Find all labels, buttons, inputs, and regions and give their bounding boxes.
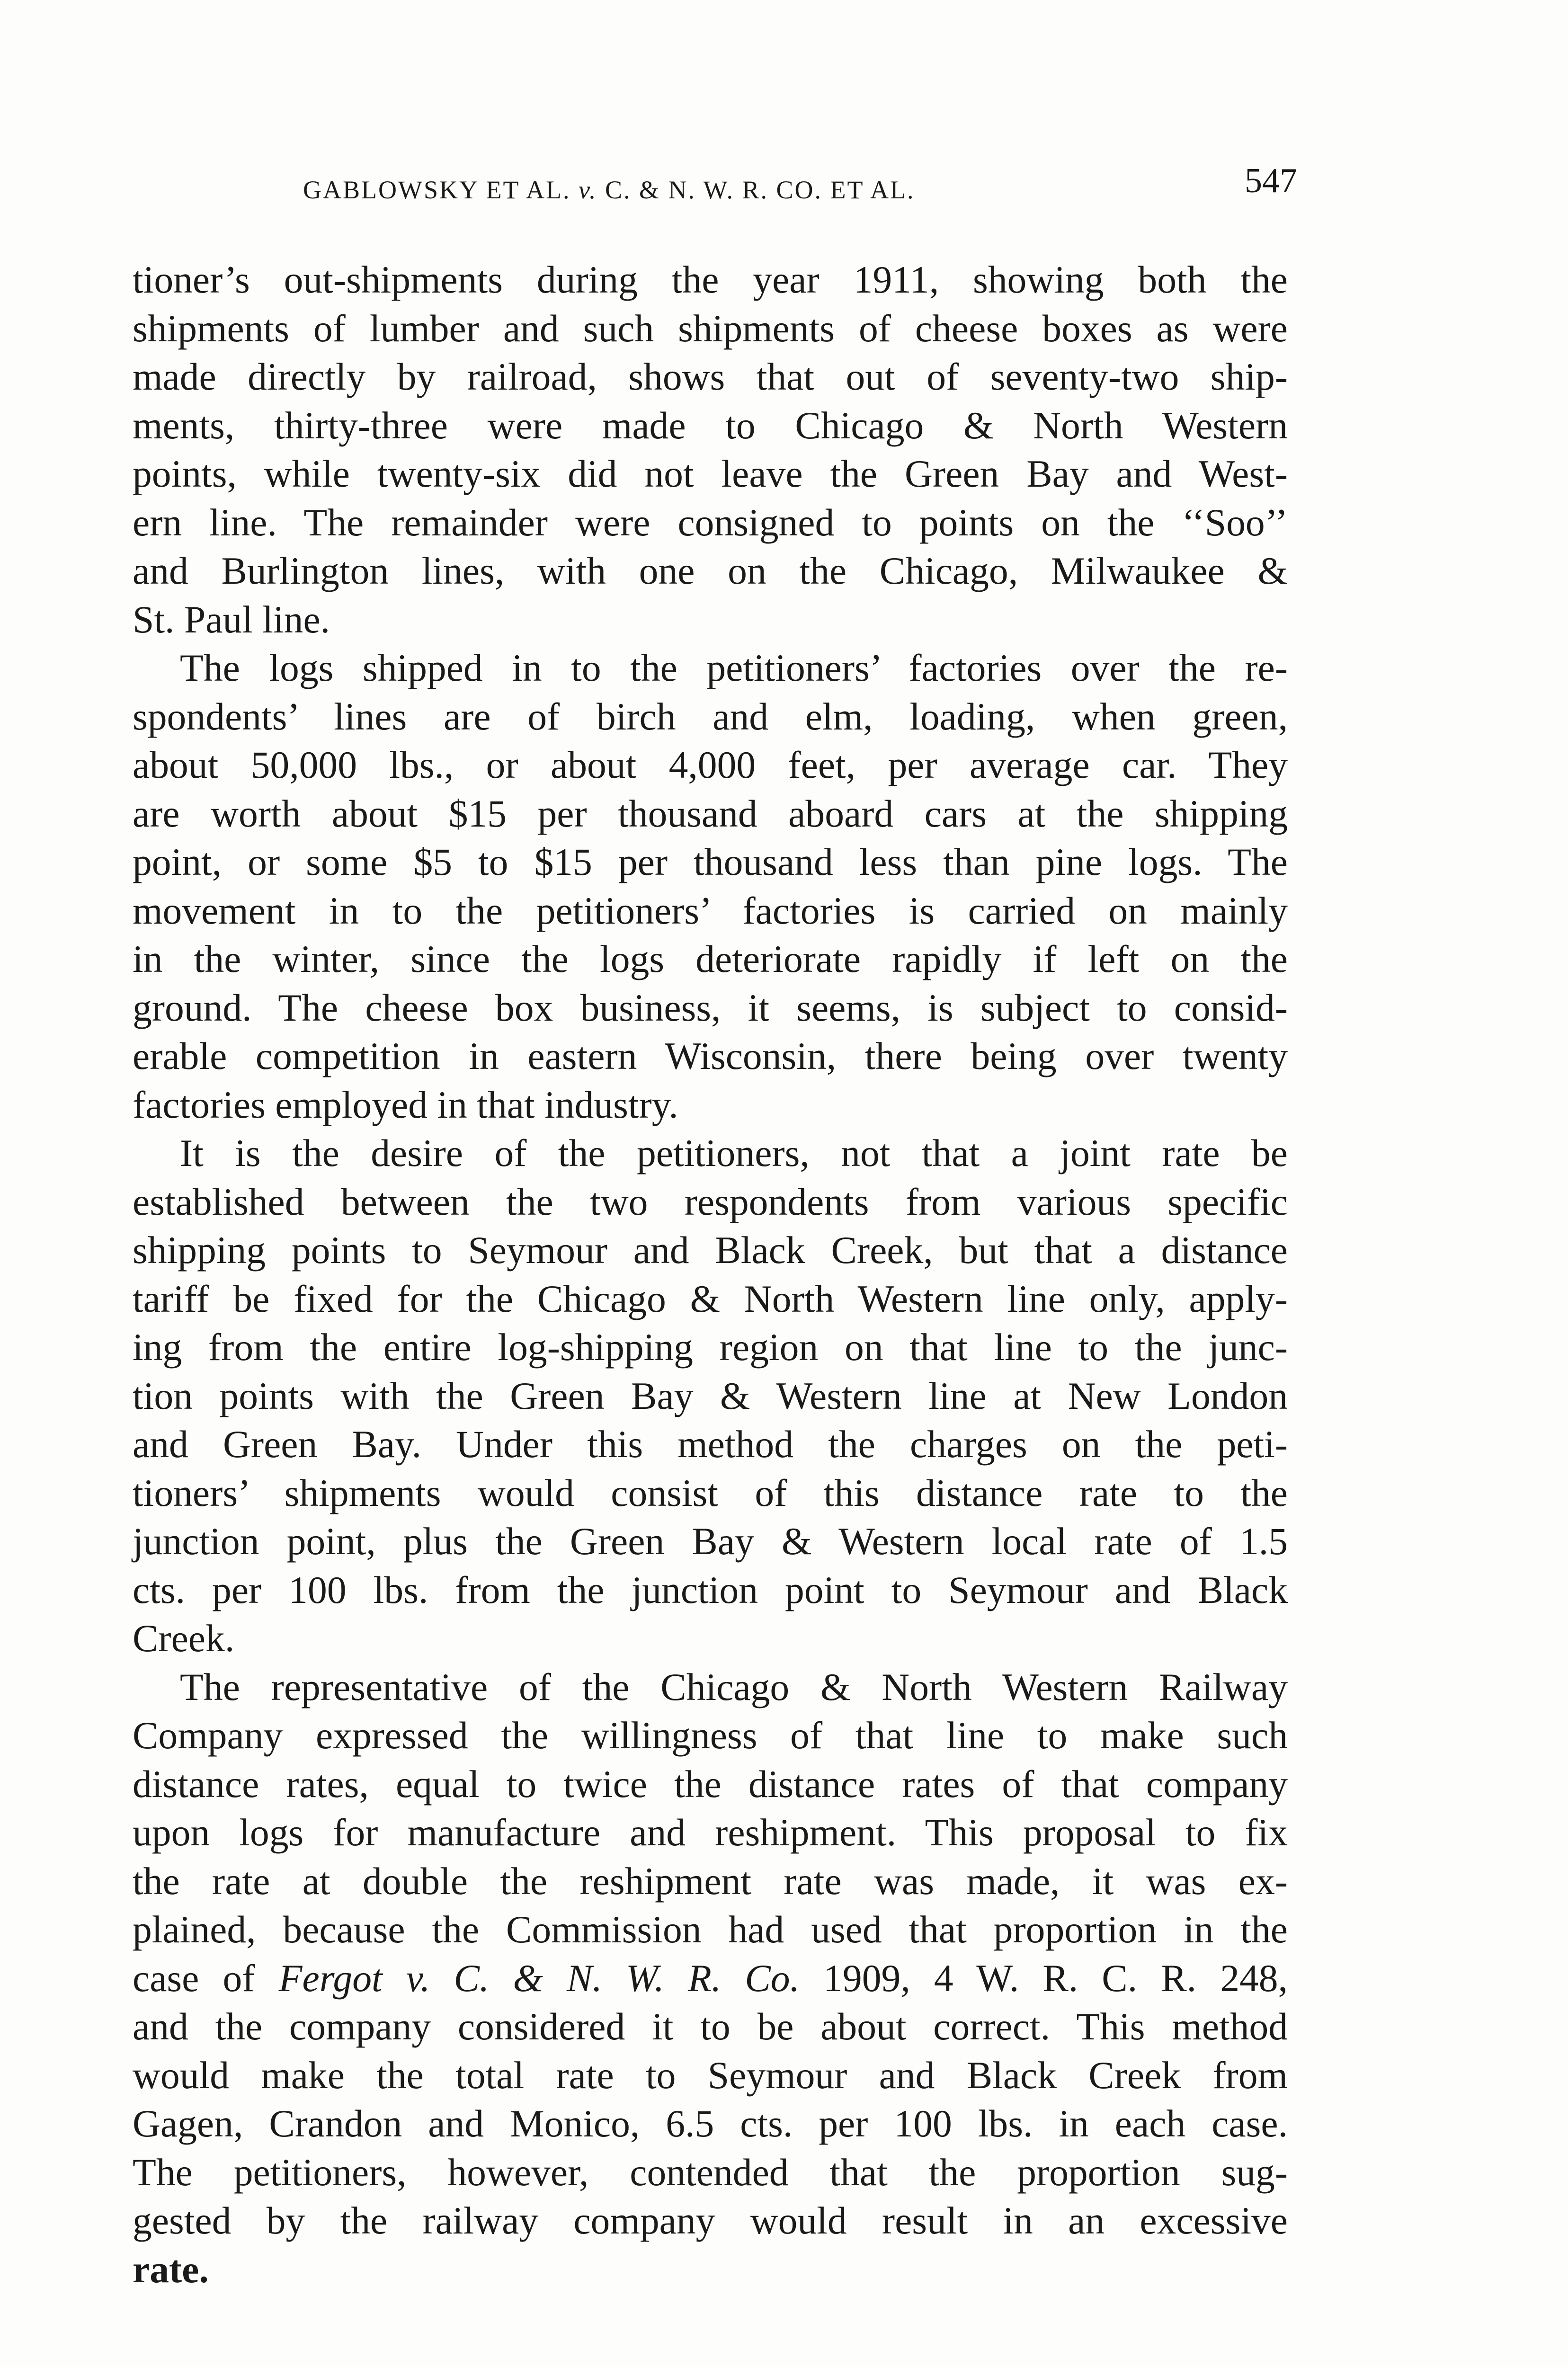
text-line: erable competition in eastern Wisconsin, there being over twenty [133,1034,1288,1077]
case-citation-pre: case of [133,1956,279,2000]
body-text [133,256,1288,2294]
text-line: would make the total rate to Seymour and Black Creek from [133,2053,1288,2097]
text-line: ing from the entire log-shipping region on that line to the junc- [133,1326,1288,1369]
text-line: and Burlington lines, with one on the Chicago, Milwaukee & [133,549,1288,592]
case-citation-line [133,1954,1288,2003]
text-line: The petitioners, however, contended that the proportion sug- [133,2150,1288,2194]
running-head-versus: v. [578,176,597,204]
paragraph-1 [133,256,1288,644]
text-line: are worth about $15 per thousand aboard cars at the shipping [133,792,1288,835]
text-line: ern line. The remainder were consigned to points on the ‘‘Soo’’ [133,500,1288,544]
text-line: tion points with the Green Bay & Western line at New London [133,1374,1288,1417]
text-line: the rate at double the reshipment rate was made, it was ex- [133,1859,1288,1903]
page-header [303,156,1297,222]
text-line: St. Paul line. [133,597,330,641]
text-line: points, while twenty-six did not leave the Green Bay and West- [133,452,1288,495]
text-line: The logs shipped in to the petitioners’ factories over the re- [180,646,1288,689]
text-line: spondents’ lines are of birch and elm, loading, when green, [133,694,1288,738]
text-line: shipping points to Seymour and Black Creek, but that a distance [133,1228,1288,1272]
text-line: point, or some $5 to $15 per thousand less than pine logs. The [133,840,1288,883]
text-line: The representative of the Chicago & North Western Railway [180,1665,1288,1709]
paragraph-3 [133,1129,1288,1663]
text-line: It is the desire of the petitioners, not that a joint rate be [180,1131,1288,1175]
text-line: tioners’ shipments would consist of this distance rate to the [133,1471,1288,1514]
text-line: made directly by railroad, shows that out of seventy-two ship- [133,355,1288,398]
case-citation-post: 1909, 4 W. R. C. R. 248, [800,1956,1288,2000]
text-line: and the company considered it to be about correct. This method [133,2005,1288,2048]
text-line: tioner’s out-shipments during the year 1911, showing both the [133,258,1288,301]
text-line: movement in to the petitioners’ factories is carried on mainly [133,889,1288,932]
running-head-respondents: C. & N. W. R. CO. ET AL. [605,176,915,204]
running-head [303,175,915,205]
text-line: established between the two respondents from various specific [133,1180,1288,1223]
text-line: upon logs for manufacture and reshipment. This proposal to fix [133,1811,1288,1854]
text-line: distance rates, equal to twice the distance rates of that company [133,1762,1288,1806]
text-line: about 50,000 lbs., or about 4,000 feet, per average car. They [133,743,1288,786]
text-line: Gagen, Crandon and Monico, 6.5 cts. per 100 lbs. in each case. [133,2102,1288,2145]
running-head-parties: GABLOWSKY ET AL. [303,176,571,204]
text-line: rate. [133,2247,209,2291]
text-line: Company expressed the willingness of that line to make such [133,1714,1288,1757]
text-line: shipments of lumber and such shipments of cheese boxes as were [133,306,1288,350]
text-line: tariff be fixed for the Chicago & North Western line only, apply- [133,1277,1288,1320]
text-line: junction point, plus the Green Bay & Western local rate of 1.5 [133,1520,1288,1563]
text-line: cts. per 100 lbs. from the junction point to Seymour and Black [133,1568,1288,1611]
text-line: gested by the railway company would result in an excessive [133,2199,1288,2242]
text-line: factories employed in that industry. [133,1083,678,1126]
text-line: ments, thirty-three were made to Chicago & North Western [133,403,1288,447]
text-line: in the winter, since the logs deteriorate rapidly if left on the [133,937,1288,980]
paragraph-2 [133,644,1288,1129]
text-line: plained, because the Commission had used that proportion in the [133,1908,1288,1951]
text-line: and Green Bay. Under this method the charges on the peti- [133,1423,1288,1466]
text-line: Creek. [133,1617,235,1660]
text-line: ground. The cheese box business, it seems, is subject to consid- [133,986,1288,1029]
paragraph-4 [133,1663,1288,2294]
page-number: 547 [1245,161,1297,200]
case-name: Fergot v. C. & N. W. R. Co. [278,1956,800,2000]
